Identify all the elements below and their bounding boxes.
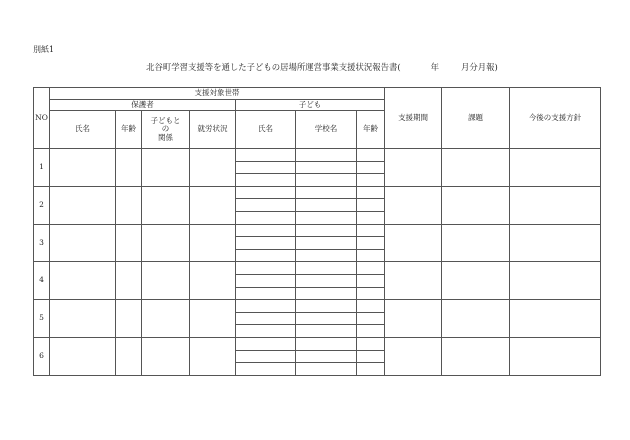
child-age-cell[interactable] — [357, 325, 385, 338]
header-issues: 課題 — [442, 88, 510, 149]
report-title-year: 年 — [430, 62, 440, 72]
guardian-age-cell[interactable] — [116, 149, 142, 187]
employment-cell[interactable] — [190, 186, 236, 224]
guardian-age-cell[interactable] — [116, 224, 142, 262]
guardian-age-cell[interactable] — [116, 300, 142, 338]
child-age-cell[interactable] — [357, 249, 385, 262]
future-policy-cell[interactable] — [510, 337, 601, 375]
support-period-cell[interactable] — [385, 262, 442, 300]
header-support-period: 支援期間 — [385, 88, 442, 149]
child-age-cell[interactable] — [357, 161, 385, 174]
future-policy-cell[interactable] — [510, 224, 601, 262]
child-name-cell[interactable] — [236, 287, 296, 300]
header-support-household: 支援対象世帯 — [50, 88, 385, 100]
school-name-cell[interactable] — [296, 224, 357, 237]
school-name-cell[interactable] — [296, 174, 357, 187]
child-name-cell[interactable] — [236, 337, 296, 350]
issues-cell[interactable] — [442, 149, 510, 187]
header-child-name: 氏名 — [236, 111, 296, 149]
school-name-cell[interactable] — [296, 337, 357, 350]
child-name-cell[interactable] — [236, 312, 296, 325]
row-no: 4 — [34, 262, 50, 300]
child-name-cell[interactable] — [236, 350, 296, 363]
support-period-cell[interactable] — [385, 186, 442, 224]
child-name-cell[interactable] — [236, 274, 296, 287]
school-name-cell[interactable] — [296, 186, 357, 199]
guardian-name-cell[interactable] — [50, 337, 116, 375]
guardian-name-cell[interactable] — [50, 300, 116, 338]
school-name-cell[interactable] — [296, 274, 357, 287]
guardian-name-cell[interactable] — [50, 224, 116, 262]
header-child-age: 年齢 — [357, 111, 385, 149]
child-age-cell[interactable] — [357, 287, 385, 300]
header-no: NO — [34, 88, 50, 149]
relation-cell[interactable] — [142, 149, 190, 187]
relation-cell[interactable] — [142, 262, 190, 300]
school-name-cell[interactable] — [296, 325, 357, 338]
child-name-cell[interactable] — [236, 237, 296, 250]
guardian-age-cell[interactable] — [116, 186, 142, 224]
child-age-cell[interactable] — [357, 224, 385, 237]
school-name-cell[interactable] — [296, 161, 357, 174]
future-policy-cell[interactable] — [510, 149, 601, 187]
guardian-age-cell[interactable] — [116, 337, 142, 375]
school-name-cell[interactable] — [296, 300, 357, 313]
school-name-cell[interactable] — [296, 199, 357, 212]
child-name-cell[interactable] — [236, 186, 296, 199]
relation-cell[interactable] — [142, 186, 190, 224]
child-age-cell[interactable] — [357, 274, 385, 287]
child-name-cell[interactable] — [236, 249, 296, 262]
header-guardian-age: 年齢 — [116, 111, 142, 149]
child-age-cell[interactable] — [357, 174, 385, 187]
future-policy-cell[interactable] — [510, 262, 601, 300]
issues-cell[interactable] — [442, 337, 510, 375]
report-title-month: 月分月報) — [461, 62, 498, 72]
relation-cell[interactable] — [142, 337, 190, 375]
school-name-cell[interactable] — [296, 237, 357, 250]
child-age-cell[interactable] — [357, 149, 385, 162]
school-name-cell[interactable] — [296, 262, 357, 275]
child-name-cell[interactable] — [236, 363, 296, 376]
child-age-cell[interactable] — [357, 237, 385, 250]
report-table — [33, 87, 601, 376]
attachment-label: 別紙1 — [33, 45, 55, 54]
employment-cell[interactable] — [190, 149, 236, 187]
child-age-cell[interactable] — [357, 350, 385, 363]
child-age-cell[interactable] — [357, 199, 385, 212]
relation-line-1: 子どもと — [150, 115, 181, 125]
support-period-cell[interactable] — [385, 224, 442, 262]
support-period-cell[interactable] — [385, 149, 442, 187]
future-policy-cell[interactable] — [510, 300, 601, 338]
header-guardian-name: 氏名 — [50, 111, 116, 149]
school-name-cell[interactable] — [296, 211, 357, 224]
relation-line-2: の — [161, 124, 170, 134]
issues-cell[interactable] — [442, 186, 510, 224]
relation-cell[interactable] — [142, 224, 190, 262]
issues-cell[interactable] — [442, 300, 510, 338]
report-title — [0, 61, 630, 73]
header-child: 子ども — [236, 100, 385, 111]
row-no: 2 — [34, 186, 50, 224]
row-no: 6 — [34, 337, 50, 375]
row-no: 5 — [34, 300, 50, 338]
row-no: 1 — [34, 149, 50, 187]
child-age-cell[interactable] — [357, 300, 385, 313]
child-age-cell[interactable] — [357, 337, 385, 350]
school-name-cell[interactable] — [296, 149, 357, 162]
child-name-cell[interactable] — [236, 174, 296, 187]
relation-line-3: 関係 — [158, 132, 173, 142]
issues-cell[interactable] — [442, 262, 510, 300]
issues-cell[interactable] — [442, 224, 510, 262]
relation-cell[interactable] — [142, 300, 190, 338]
header-relation — [142, 111, 190, 149]
child-name-cell[interactable] — [236, 300, 296, 313]
report-title-main: 北谷町学習支援等を通した子どもの居場所運営事業支援状況報告書( — [146, 62, 401, 72]
child-name-cell[interactable] — [236, 224, 296, 237]
child-age-cell[interactable] — [357, 186, 385, 199]
row-no: 3 — [34, 224, 50, 262]
child-name-cell[interactable] — [236, 199, 296, 212]
child-age-cell[interactable] — [357, 363, 385, 376]
school-name-cell[interactable] — [296, 249, 357, 262]
school-name-cell[interactable] — [296, 350, 357, 363]
header-guardian: 保護者 — [50, 100, 236, 111]
guardian-name-cell[interactable] — [50, 262, 116, 300]
school-name-cell[interactable] — [296, 312, 357, 325]
header-future-policy: 今後の支援方針 — [510, 88, 601, 149]
guardian-name-cell[interactable] — [50, 186, 116, 224]
school-name-cell[interactable] — [296, 363, 357, 376]
child-name-cell[interactable] — [236, 262, 296, 275]
guardian-age-cell[interactable] — [116, 262, 142, 300]
employment-cell[interactable] — [190, 300, 236, 338]
future-policy-cell[interactable] — [510, 186, 601, 224]
employment-cell[interactable] — [190, 262, 236, 300]
child-name-cell[interactable] — [236, 149, 296, 162]
child-name-cell[interactable] — [236, 325, 296, 338]
child-name-cell[interactable] — [236, 211, 296, 224]
support-period-cell[interactable] — [385, 300, 442, 338]
support-period-cell[interactable] — [385, 337, 442, 375]
header-employment: 就労状況 — [190, 111, 236, 149]
child-age-cell[interactable] — [357, 312, 385, 325]
school-name-cell[interactable] — [296, 287, 357, 300]
guardian-name-cell[interactable] — [50, 149, 116, 187]
header-school-name: 学校名 — [296, 111, 357, 149]
child-age-cell[interactable] — [357, 262, 385, 275]
employment-cell[interactable] — [190, 224, 236, 262]
employment-cell[interactable] — [190, 337, 236, 375]
report-body — [34, 149, 601, 376]
child-name-cell[interactable] — [236, 161, 296, 174]
child-age-cell[interactable] — [357, 211, 385, 224]
